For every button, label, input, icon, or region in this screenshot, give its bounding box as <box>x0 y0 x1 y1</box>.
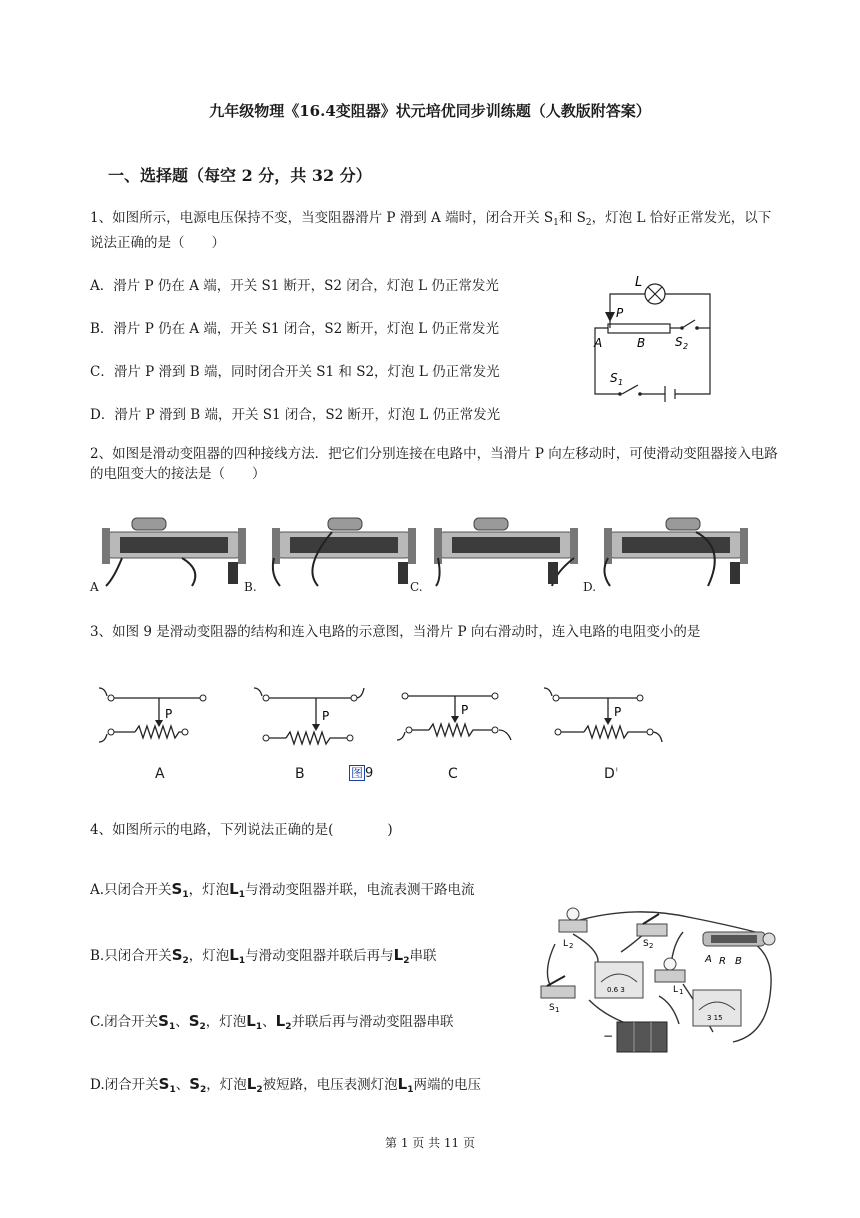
label-p: P <box>616 306 624 320</box>
q3-label-d <box>604 766 619 782</box>
q4-option-d <box>90 1073 481 1095</box>
q4b-s-n: 2 <box>182 956 189 966</box>
q2-rheostat-photo-a <box>92 508 262 588</box>
q4-voltmeter-scale: 3 15 <box>707 1014 723 1022</box>
q4-option-a <box>90 878 474 900</box>
q4-label-l1-n: 1 <box>679 988 684 996</box>
label-b: B <box>637 336 646 350</box>
q4d-s2: S <box>189 1075 201 1093</box>
q4d-text-2: ，灯泡 <box>206 1077 247 1093</box>
q4c-l2: L <box>275 1012 286 1030</box>
q3-figure-number: 9 <box>365 766 374 781</box>
q4-label-s1: S <box>549 1003 555 1013</box>
q1-option-d: D．滑片 P 滑到 B 端，开关 S1 闭合，S2 断开，灯泡 L 仍正常发光 <box>90 407 501 423</box>
q3-c-slider-label: P <box>461 703 469 717</box>
q4b-text-3: 与滑动变阻器并联后再与 <box>245 948 394 964</box>
q3-diagram-a <box>95 680 215 750</box>
q3-label-d-letter: D <box>604 766 615 782</box>
label-s2: S <box>675 335 683 349</box>
q4a-text-3: 与滑动变阻器并联，电流表测干路电流 <box>244 882 475 898</box>
q3-d-slider-label: P <box>614 705 622 719</box>
q4a-s: S <box>171 880 183 898</box>
q4d-s1: S <box>158 1075 170 1093</box>
q4-ammeter-scale: 0.6 3 <box>607 986 625 994</box>
q1-stem-part-b: 和 S <box>558 210 586 226</box>
q4c-s1: S <box>158 1012 169 1030</box>
q4-label-s2: S <box>643 939 649 949</box>
q4-bulb-l1-icon <box>664 958 676 970</box>
q1-stem-part-a: 1、如图所示，电源电压保持不变，当变阻器滑片 P 滑到 A 端时，闭合开关 S <box>90 210 554 226</box>
q4b-text-1: B.只闭合开关 <box>90 948 172 964</box>
q1-option-b: B．滑片 P 仍在 A 端，开关 S1 闭合，S2 断开，灯泡 L 仍正常发光 <box>90 321 500 337</box>
q4-label-l2-n: 2 <box>569 942 574 950</box>
question-4-stem: 4、如图所示的电路，下列说法正确的是( ) <box>90 822 393 838</box>
q4a-s-n: 1 <box>182 890 189 900</box>
q4-label-a: A <box>705 954 712 965</box>
document-title: 九年级物理《16.4变阻器》状元培优同步训练题（人教版附答案） <box>209 102 651 120</box>
label-s1: S <box>610 371 618 385</box>
q1-sub-2: 2 <box>585 218 592 228</box>
q4-option-c <box>90 1010 453 1032</box>
q3-diagram-b <box>250 680 370 750</box>
q4c-l2-n: 2 <box>285 1022 292 1032</box>
q3-label-a: A <box>155 766 165 782</box>
q4b-s: S <box>171 946 183 964</box>
question-3-stem: 3、如图 9 是滑动变阻器的结构和连入电路的示意图，当滑片 P 向右滑动时，连入电路的电阻变小的是 <box>90 624 701 640</box>
q4d-text-4: 两端的电压 <box>413 1077 481 1093</box>
page-footer: 第 1 页 共 11 页 <box>385 1136 475 1150</box>
q4b-l1-n: 1 <box>238 956 246 966</box>
q2-rheostat-photo-b <box>262 508 432 588</box>
q4d-l1-n: 1 <box>407 1085 414 1095</box>
q4d-text-1: D.闭合开关 <box>90 1077 159 1093</box>
q4b-l2: L <box>393 946 404 964</box>
q3-label-b: B <box>295 766 305 782</box>
switch-s1-icon <box>622 385 638 394</box>
q4a-text-1: A.只闭合开关 <box>90 882 172 898</box>
switch-s2-icon <box>682 320 695 328</box>
q3-figure-label <box>349 764 373 781</box>
q1-sub-1: 1 <box>553 218 559 228</box>
q2-rheostat-photo-d <box>596 508 756 588</box>
q1-stem-part-c: ，灯泡 L 恰好正常发光，以下说法正确的是（ ） <box>90 210 772 251</box>
q4d-sep: 、 <box>175 1077 190 1093</box>
q4b-l1: L <box>229 946 239 964</box>
label-s1-sub: 1 <box>618 378 624 387</box>
q4c-text-1: C.闭合开关 <box>90 1014 159 1030</box>
q4-label-s1-n: 1 <box>555 1006 560 1014</box>
q3-diagram-c <box>395 680 515 750</box>
question-1-stem <box>90 208 784 253</box>
q4-minus-sign: − <box>603 1029 614 1043</box>
section-heading: 一、选择题（每空 2 分，共 32 分） <box>108 166 372 185</box>
q4c-text-2: ，灯泡 <box>205 1014 247 1030</box>
battery-pack-icon <box>617 1022 667 1052</box>
q4-label-l2: L <box>563 939 569 949</box>
q2-label-c: C. <box>410 580 423 594</box>
q2-label-a: A <box>90 580 99 594</box>
q4c-l1: L <box>246 1012 256 1030</box>
q3-a-slider-label: P <box>165 707 173 721</box>
question-2-stem: 2、如图是滑动变阻器的四种接线方法．把它们分别连接在电路中，当滑片 P 向左移动时，可使滑动变阻器接入电路的电阻变大的接法是（ ） <box>90 446 778 482</box>
q2-label-d: D. <box>583 580 597 594</box>
label-a: A <box>594 336 603 350</box>
q3-label-c: C <box>448 766 458 782</box>
q4-label-b: B <box>735 956 742 967</box>
label-l: L <box>635 275 643 290</box>
q1-circuit-diagram <box>580 264 720 414</box>
q4-bulb-l2-base-icon <box>559 920 587 932</box>
q2-rheostat-photo-c <box>430 508 590 588</box>
q3-diagram-d <box>540 680 670 750</box>
q4c-text-3: 并联后再与滑动变阻器串联 <box>291 1014 454 1030</box>
q4c-s2: S <box>188 1012 200 1030</box>
q3-label-d-mark: ' <box>614 766 619 782</box>
q2-label-b: B. <box>244 580 257 594</box>
rheostat-icon <box>608 324 670 333</box>
q4-label-s2-n: 2 <box>649 942 654 950</box>
q4d-s2-n: 2 <box>200 1085 207 1095</box>
q1-option-c: C．滑片 P 滑到 B 端，同时闭合开关 S1 和 S2，灯泡 L 仍正常发光 <box>90 364 500 380</box>
q3-b-slider-label: P <box>322 709 330 723</box>
q4d-l2: L <box>246 1075 257 1093</box>
q4-switch-s1-icon <box>541 986 575 998</box>
q4d-s1-n: 1 <box>169 1085 176 1095</box>
q4d-l2-n: 2 <box>256 1085 263 1095</box>
q4b-text-4: 串联 <box>409 948 437 964</box>
q4-circuit-photo <box>533 904 783 1056</box>
q4a-text-2: ，灯泡 <box>188 882 230 898</box>
q3-figure-tag: 图 <box>351 766 364 780</box>
q4-switch-s2-icon <box>637 924 667 936</box>
q4d-l1: L <box>397 1075 408 1093</box>
q4c-s1-n: 1 <box>168 1022 176 1032</box>
slider-arrow-icon <box>605 312 615 322</box>
q4-bulb-l2-icon <box>567 908 579 920</box>
q4a-l-n: 1 <box>238 890 245 900</box>
q4-option-b <box>90 944 436 966</box>
q4-label-l1: L <box>673 985 679 995</box>
q4b-l2-n: 2 <box>403 956 410 966</box>
q4c-sep: 、 <box>175 1014 189 1030</box>
q4-label-r: R <box>719 956 726 967</box>
q4c-sep2: 、 <box>262 1014 276 1030</box>
q4-bulb-l1-base-icon <box>655 970 685 982</box>
q1-option-a: A．滑片 P 仍在 A 端，开关 S1 断开，S2 闭合，灯泡 L 仍正常发光 <box>90 278 499 294</box>
label-s2-sub: 2 <box>683 342 689 351</box>
q4a-l: L <box>229 880 239 898</box>
q4c-l1-n: 1 <box>255 1022 263 1032</box>
q4d-text-3: 被短路，电压表测灯泡 <box>262 1077 398 1093</box>
q4c-s2-n: 2 <box>199 1022 206 1032</box>
q4b-text-2: ，灯泡 <box>188 948 230 964</box>
